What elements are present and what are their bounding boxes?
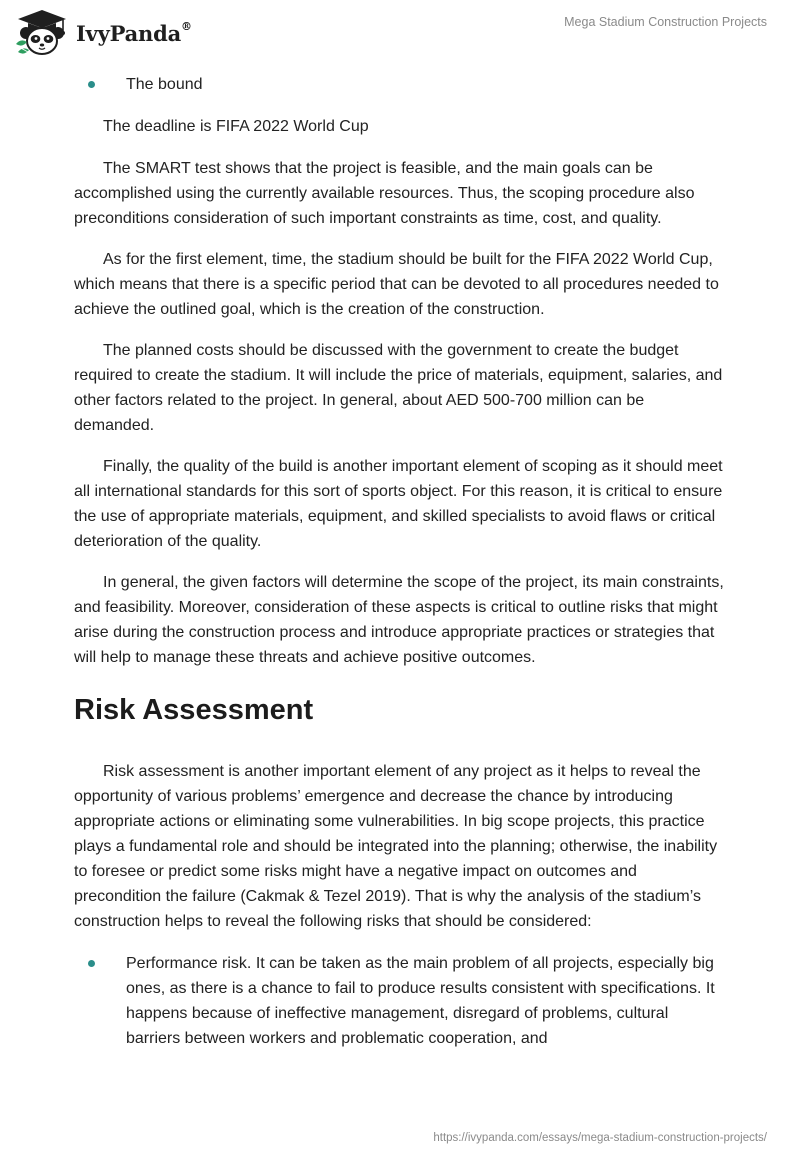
paragraph-general: In general, the given factors will determine the scope of the project, its main constraints, and feasibility. Moreover, consideration of these aspects is critical to outline risks that might arise during the construction process and introduce appropriate practices or strategies that will help to manage these threats and achieve positive outcomes. — [74, 574, 724, 666]
article-body — [74, 72, 724, 1051]
paragraph-deadline: The deadline is FIFA 2022 World Cup — [103, 118, 369, 135]
section-heading-risk-assessment: Risk Assessment — [74, 694, 314, 726]
panda-graduate-icon — [14, 8, 70, 56]
list-item — [74, 72, 724, 97]
document-title: Mega Stadium Construction Projects — [564, 15, 767, 29]
paragraph-smart-test: The SMART test shows that the project is feasible, and the main goals can be accomplished using the currently available resources. Thus, the scoping procedure also preconditions consideration of such important constraints as time, cost, and quality. — [74, 160, 695, 227]
brand-name: IvyPanda® — [76, 19, 192, 46]
page-header — [0, 0, 800, 64]
ivypanda-logo[interactable] — [14, 8, 192, 56]
bullet-icon — [88, 81, 95, 88]
bullet-text: The bound — [126, 76, 203, 93]
paragraph-quality: Finally, the quality of the build is another important element of scoping as it should meet all international standards for this sort of sports object. For this reason, it is critical to ensure the use of appropriate materials, equipment, and skilled specialists to avoid flaws or critical deterioration of the quality. — [74, 458, 723, 550]
paragraph-time: As for the first element, time, the stadium should be built for the FIFA 2022 World Cup, which means that there is a specific period that can be devoted to all procedures needed to achieve the outlined goal, which is the creation of the construction. — [74, 251, 719, 318]
list-item — [74, 951, 724, 1051]
source-url-link[interactable]: https://ivypanda.com/essays/mega-stadium-construction-projects/ — [433, 1132, 767, 1144]
paragraph-risk-assessment: Risk assessment is another important element of any project as it helps to reveal the opportunity of various problems’ emergence and decrease the chance by introducing appropriate actions or eliminating some vulnerabilities. In big scope projects, this practice plays a fundamental role and should be integrated into the planning; otherwise, the inability to foresee or predict some risks might have a negative impact on outcomes and precondition the failure (Cakmak & Tezel 2019). That is why the analysis of the stadium’s construction helps to reveal the following risks that should be considered: — [74, 763, 718, 930]
paragraph-costs: The planned costs should be discussed with the government to create the budget required to create the stadium. It will include the price of materials, equipment, salaries, and other factors related to the project. In general, about AED 500-700 million can be demanded. — [74, 342, 723, 434]
bullet-text: Performance risk. It can be taken as the main problem of all projects, especially big ones, as there is a chance to fail to produce results consistent with specifications. It happens because of ineffective management, disregard of problems, cultural barriers between workers and problematic cooperation, and — [126, 955, 715, 1047]
bullet-icon — [88, 960, 95, 967]
